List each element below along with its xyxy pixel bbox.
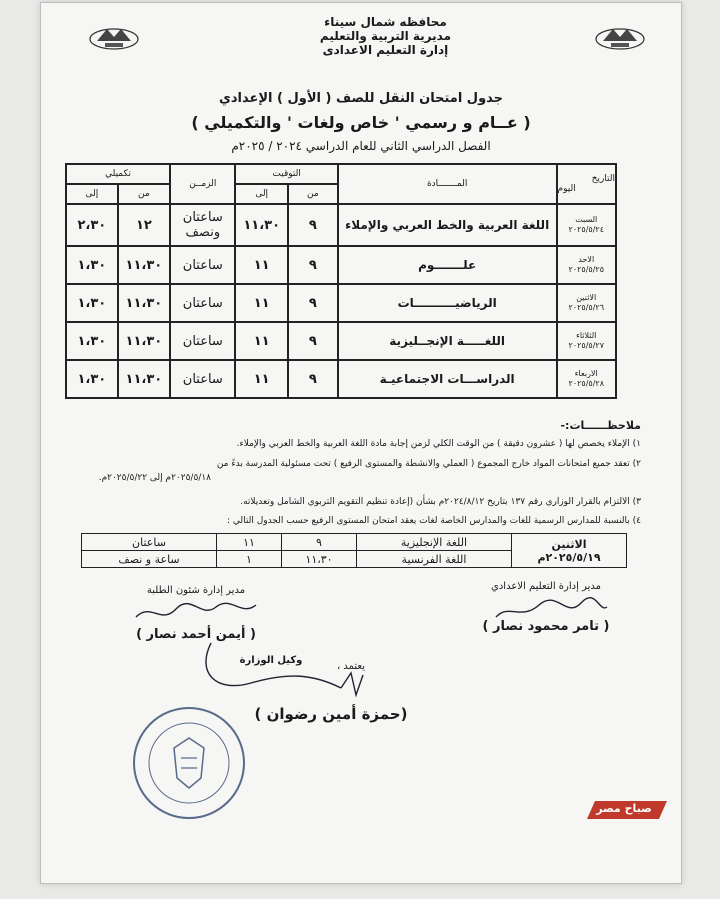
students-affairs-name: ( أيمن أحمد نصار ) bbox=[136, 627, 256, 642]
table-row bbox=[66, 360, 616, 398]
ministry-logo-right bbox=[593, 17, 647, 55]
directorate-name: مديرية التربية والتعليم bbox=[319, 29, 451, 43]
row-subject: علـــــــوم bbox=[338, 246, 557, 284]
deputy-name: (حمزة أمين رضوان ) bbox=[254, 705, 408, 723]
watermark-text: صباح مصر bbox=[596, 802, 652, 815]
row-date-cell bbox=[557, 322, 617, 360]
row-duration: ساعتان bbox=[170, 322, 235, 360]
governorate-name: محافظه شمال سيناء bbox=[324, 15, 447, 29]
table-row bbox=[66, 284, 616, 322]
note-4: ٤) بالنسبة للمدارس الرسمية للغات والمدارس الخاصة لغات يعقد امتحان المستوى الرفيع حسب الجدول التالي : bbox=[227, 516, 641, 526]
date-day-header bbox=[557, 164, 617, 204]
day-header: اليوم bbox=[557, 184, 576, 194]
row-date: ٢٠٢٥/٥/٢٨ bbox=[568, 379, 604, 388]
row-from: ٩ bbox=[288, 322, 338, 360]
document-page bbox=[40, 2, 682, 884]
watermark-logo bbox=[553, 799, 671, 821]
row-subject: اللغة العربية والخط العربي والإملاء bbox=[338, 204, 557, 246]
ministry-logo-left bbox=[87, 17, 141, 55]
row-date-cell bbox=[557, 360, 617, 398]
note-2: ٢) تعقد جميع امتحانات المواد خارج المجموع ( العملي والانشطة والمستوى الرفيع ) تحت مسئولية المدرسة بدءً من bbox=[216, 459, 641, 469]
comp-to-header: إلى bbox=[66, 184, 118, 204]
row-from: ٩ bbox=[288, 246, 338, 284]
row-comp-to: ١،٣٠ bbox=[66, 246, 118, 284]
extra-to: ١ bbox=[217, 551, 282, 568]
row-to: ١١ bbox=[235, 246, 287, 284]
exam-title: جدول امتحان النقل للصف ( الأول ) الإعدادي bbox=[218, 91, 504, 106]
complementary-header: تكميلي bbox=[66, 164, 170, 184]
table-row bbox=[66, 204, 616, 246]
row-comp-from: ١١،٣٠ bbox=[118, 246, 170, 284]
row-date: ٢٠٢٥/٥/٢٤ bbox=[568, 225, 604, 234]
timing-from-header: من bbox=[288, 184, 338, 204]
row-to: ١١ bbox=[235, 360, 287, 398]
table-row bbox=[66, 322, 616, 360]
administration-name: إدارة التعليم الاعدادى bbox=[322, 43, 449, 57]
semester-line: الفصل الدراسي الثاني للعام الدراسي ٢٠٢٤ / ٢٠٢٥م bbox=[231, 139, 491, 153]
row-comp-from: ١١،٣٠ bbox=[118, 360, 170, 398]
row-duration: ساعتان bbox=[170, 360, 235, 398]
prep-admin-name: ( تامر محمود نصار ) bbox=[482, 619, 610, 634]
row-date: ٢٠٢٥/٥/٢٥ bbox=[568, 265, 604, 274]
note-1: ١) الإملاء يخصص لها ( عشرون دقيقة ) من الوقت الكلي لزمن إجابة مادة اللغة العربية والخط العربي والإملاء. bbox=[236, 439, 641, 449]
row-to: ١١،٣٠ bbox=[235, 204, 287, 246]
row-day: الاثنين bbox=[576, 293, 597, 302]
table-header-row bbox=[66, 164, 616, 184]
high-level-exam-table bbox=[81, 533, 627, 568]
exam-schedule-table bbox=[65, 163, 617, 399]
table-row bbox=[66, 246, 616, 284]
extra-date: ٢٠٢٥/٥/١٩م bbox=[537, 550, 601, 564]
note-3: ٣) الالتزام بالقرار الوزاري رقم ١٣٧ بتاريخ ٢٠٢٤/٨/١٢م بشأن (إعادة تنظيم التقويم التربوي الشامل وتعديلاته. bbox=[240, 497, 641, 507]
extra-subject: اللغة الفرنسية bbox=[357, 551, 512, 568]
row-duration: ساعتان bbox=[170, 246, 235, 284]
prep-admin-title: مدير إدارة التعليم الاعدادي bbox=[491, 581, 601, 592]
row-from: ٩ bbox=[288, 284, 338, 322]
notes-heading: ملاحظــــــات:- bbox=[560, 419, 641, 432]
row-date-cell bbox=[557, 246, 617, 284]
note-2-dates: ٢٠٢٥/٥/١٨م إلى ٢٠٢٥/٥/٢٢م. bbox=[98, 473, 211, 483]
signature-scribble-left bbox=[131, 597, 261, 627]
row-to: ١١ bbox=[235, 322, 287, 360]
extra-to: ١١ bbox=[217, 534, 282, 551]
date-header: التاريخ bbox=[591, 174, 615, 184]
row-from: ٩ bbox=[288, 204, 338, 246]
row-day: الاحد bbox=[578, 255, 595, 264]
extra-duration: ساعتان bbox=[82, 534, 217, 551]
timing-header: التوقيت bbox=[235, 164, 337, 184]
subject-header: المـــــــادة bbox=[338, 164, 557, 204]
extra-day: الاثنين bbox=[551, 537, 587, 551]
row-date-cell bbox=[557, 284, 617, 322]
duration-header: الزمــن bbox=[170, 164, 235, 204]
row-duration: ساعتان ونصف bbox=[170, 204, 235, 246]
row-date-cell bbox=[557, 204, 617, 246]
extra-day-cell bbox=[512, 534, 627, 568]
row-date: ٢٠٢٥/٥/٢٦ bbox=[568, 303, 604, 312]
deputy-title: وكيل الوزارة bbox=[239, 655, 303, 666]
header-block bbox=[320, 15, 451, 57]
row-date: ٢٠٢٥/٥/٢٧ bbox=[568, 341, 604, 350]
row-comp-to: ١،٣٠ bbox=[66, 322, 118, 360]
row-from: ٩ bbox=[288, 360, 338, 398]
row-comp-from: ١١،٣٠ bbox=[118, 284, 170, 322]
row-to: ١١ bbox=[235, 284, 287, 322]
row-day: الاربعاء bbox=[574, 369, 598, 378]
row-comp-to: ٢،٣٠ bbox=[66, 204, 118, 246]
approval-label: يعتمد ، bbox=[336, 661, 366, 672]
row-duration: ساعتان bbox=[170, 284, 235, 322]
exam-subtitle: ( عــام و رسمي ' خاص ولغات ' والتكميلي ) bbox=[191, 113, 531, 132]
row-subject: الدراســـات الاجتماعيـة bbox=[338, 360, 557, 398]
table-row bbox=[82, 534, 627, 551]
comp-from-header: من bbox=[118, 184, 170, 204]
row-subject: اللغـــــة الإنجــليزية bbox=[338, 322, 557, 360]
row-comp-from: ١١،٣٠ bbox=[118, 322, 170, 360]
deputy-signature bbox=[191, 633, 391, 703]
students-affairs-title: مدير إدارة شئون الطلبة bbox=[146, 585, 246, 596]
row-comp-to: ١،٣٠ bbox=[66, 360, 118, 398]
extra-from: ١١،٣٠ bbox=[282, 551, 357, 568]
row-subject: الرياضيــــــــــات bbox=[338, 284, 557, 322]
extra-from: ٩ bbox=[282, 534, 357, 551]
row-day: الثلاثاء bbox=[576, 331, 597, 340]
extra-subject: اللغة الإنجليزية bbox=[357, 534, 512, 551]
row-day: السبت bbox=[575, 215, 598, 224]
extra-duration: ساعة و نصف bbox=[82, 551, 217, 568]
row-comp-from: ١٢ bbox=[118, 204, 170, 246]
official-stamp bbox=[129, 703, 249, 823]
row-comp-to: ١،٣٠ bbox=[66, 284, 118, 322]
timing-to-header: إلى bbox=[235, 184, 287, 204]
